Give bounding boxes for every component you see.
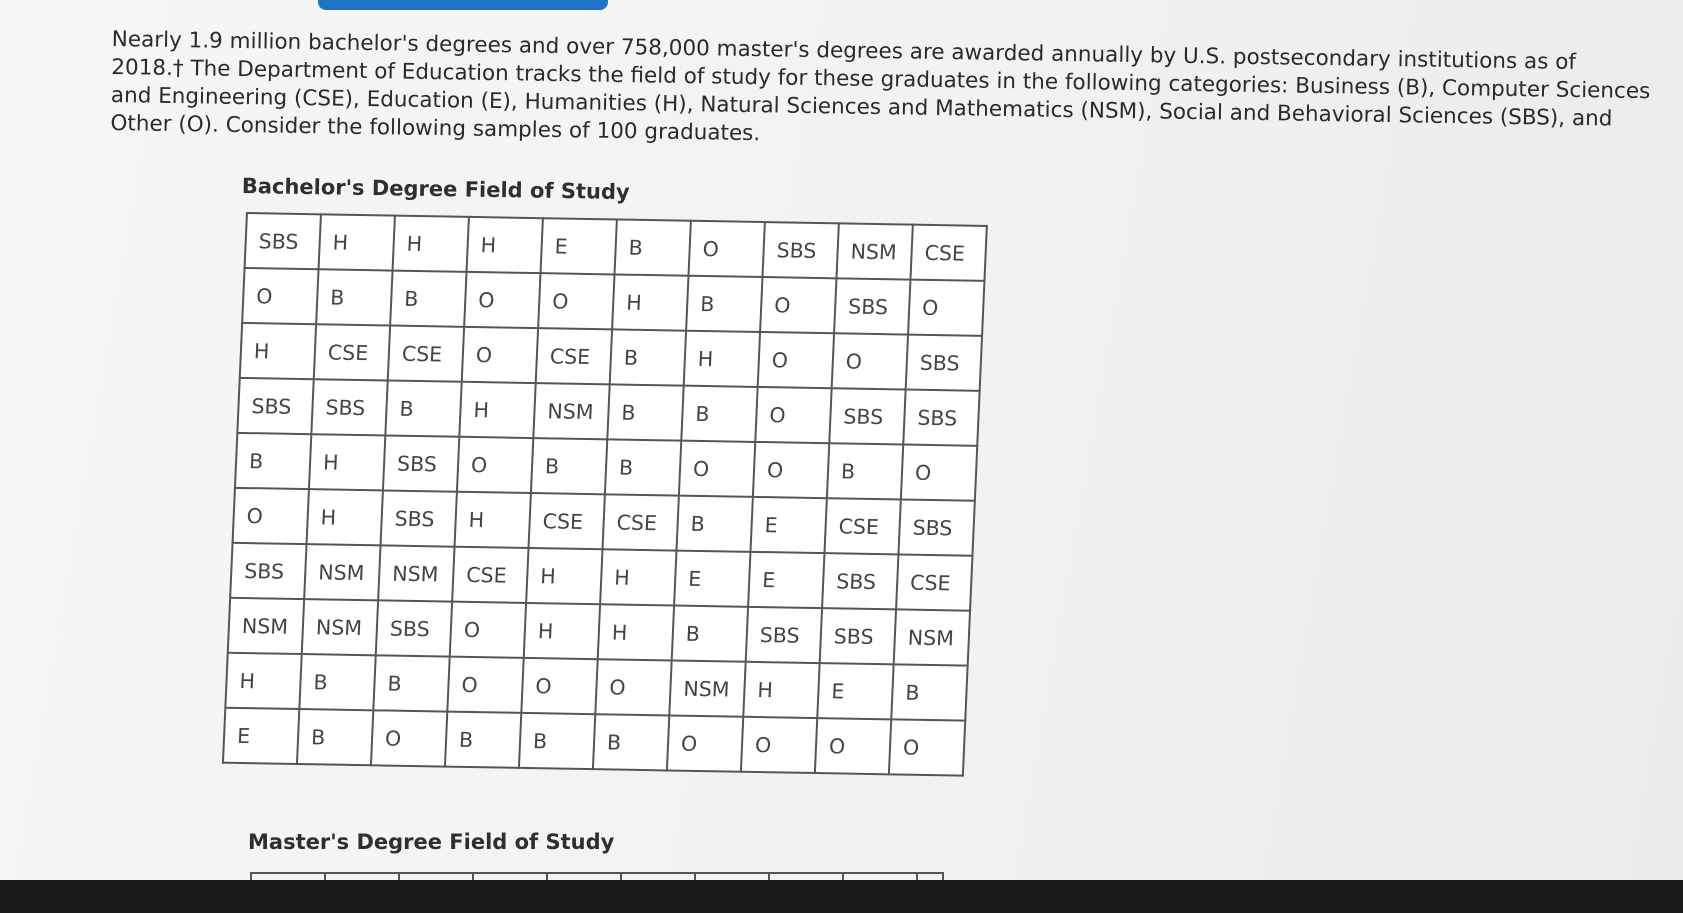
table-cell: O: [457, 437, 533, 493]
table-cell: O: [901, 445, 977, 501]
table-cell: O: [760, 277, 836, 333]
table-cell: O: [667, 715, 743, 771]
table-cell: B: [686, 276, 762, 332]
table-cell: H: [307, 489, 383, 545]
table-cell: SBS: [230, 543, 306, 599]
table-cell: H: [393, 216, 469, 272]
table-cell: B: [676, 496, 752, 552]
table-cell: O: [815, 718, 891, 774]
master-table-title: Master's Degree Field of Study: [248, 830, 615, 854]
table-cell: NSM: [302, 599, 378, 655]
table-cell: H: [309, 434, 385, 490]
bachelor-degree-table: [222, 212, 988, 777]
table-cell: SBS: [381, 490, 457, 546]
table-cell: CSE: [603, 494, 679, 550]
table-cell: B: [390, 271, 466, 327]
table-cell: H: [240, 323, 316, 379]
table-cell: B: [615, 219, 691, 275]
table-cell: SBS: [829, 388, 905, 444]
table-cell: B: [827, 443, 903, 499]
table-cell: H: [467, 217, 543, 273]
table-cell: H: [684, 331, 760, 387]
table-cell: O: [688, 221, 764, 277]
table-cell: E: [817, 663, 893, 719]
table-cell: H: [600, 549, 676, 605]
table-cell: O: [242, 268, 318, 324]
table-cell: CSE: [824, 498, 900, 554]
table-cell: H: [459, 382, 535, 438]
table-cell: SBS: [906, 335, 982, 391]
bachelor-table-wrapper: [222, 212, 988, 777]
table-cell: E: [750, 497, 826, 553]
table-cell: B: [299, 654, 375, 710]
table-cell: B: [373, 655, 449, 711]
table-cell: SBS: [245, 213, 321, 269]
table-cell: CSE: [529, 493, 605, 549]
table-cell: B: [385, 380, 461, 436]
table-cell: O: [538, 273, 614, 329]
table-cell: SBS: [834, 278, 910, 334]
table-cell: H: [455, 492, 531, 548]
table-cell: O: [464, 272, 540, 328]
table-cell: SBS: [903, 390, 979, 446]
table-cell: CSE: [896, 554, 972, 610]
table-cell: B: [445, 712, 521, 768]
table-cell: SBS: [820, 608, 896, 664]
table-cell: H: [225, 653, 301, 709]
table-cell: B: [605, 439, 681, 495]
table-cell: B: [316, 269, 392, 325]
table-cell: O: [889, 719, 965, 775]
table-cell: O: [753, 442, 829, 498]
table-cell: NSM: [836, 223, 912, 279]
table-cell: O: [755, 387, 831, 443]
table-cell: B: [235, 433, 311, 489]
browser-tab-strip[interactable]: [318, 0, 608, 10]
table-cell: CSE: [314, 324, 390, 380]
table-cell: O: [741, 717, 817, 773]
table-cell: E: [541, 218, 617, 274]
table-cell: B: [607, 384, 683, 440]
table-cell: SBS: [898, 499, 974, 555]
table-cell: B: [610, 329, 686, 385]
table-cell: NSM: [894, 609, 970, 665]
table-cell: O: [595, 659, 671, 715]
table-cell: H: [524, 603, 600, 659]
table-cell: CSE: [388, 326, 464, 382]
table-cell: CSE: [910, 225, 986, 281]
table-cell: O: [447, 657, 523, 713]
table-cell: E: [748, 552, 824, 608]
table-cell: O: [521, 658, 597, 714]
table-cell: H: [612, 274, 688, 330]
table-cell: E: [223, 708, 299, 764]
table-cell: O: [832, 333, 908, 389]
table-cell: O: [450, 602, 526, 658]
table-row: [223, 708, 965, 776]
table-cell: H: [743, 662, 819, 718]
table-cell: B: [891, 664, 967, 720]
table-cell: H: [598, 604, 674, 660]
table-cell: SBS: [237, 378, 313, 434]
table-cell: CSE: [536, 328, 612, 384]
table-cell: B: [593, 714, 669, 770]
table-cell: SBS: [746, 607, 822, 663]
table-cell: NSM: [304, 544, 380, 600]
bachelor-table-title: Bachelor's Degree Field of Study: [241, 174, 630, 205]
table-cell: SBS: [311, 379, 387, 435]
table-cell: H: [319, 214, 395, 270]
table-cell: NSM: [669, 660, 745, 716]
table-cell: CSE: [452, 547, 528, 603]
table-cell: O: [233, 488, 309, 544]
table-cell: NSM: [228, 598, 304, 654]
problem-intro-text: Nearly 1.9 million bachelor's degrees and over 758,000 master's degrees are awarded annually by U.S. postsecondary institutions as of 2018.† The Department of Education tracks the field of study for these graduates in the following categories: Business (B), Computer Sciences and Engineering (CSE), Education (E), Humanities (H), Natural Sciences and Mathematics (NSM), Social and Behavioral Sciences (SBS), and Other (O). Consider the following samples of 100 graduates.: [110, 26, 1651, 147]
table-cell: O: [462, 327, 538, 383]
table-cell: NSM: [378, 545, 454, 601]
table-cell: B: [531, 438, 607, 494]
table-cell: SBS: [376, 600, 452, 656]
table-cell: SBS: [822, 553, 898, 609]
table-cell: SBS: [383, 435, 459, 491]
table-cell: B: [672, 606, 748, 662]
table-cell: B: [519, 713, 595, 769]
table-cell: H: [526, 548, 602, 604]
table-cell: B: [297, 709, 373, 765]
table-cell: O: [758, 332, 834, 388]
table-cell: O: [371, 710, 447, 766]
screen-bezel: [0, 880, 1683, 913]
table-cell: E: [674, 551, 750, 607]
table-cell: B: [681, 386, 757, 442]
table-cell: O: [679, 441, 755, 497]
table-cell: SBS: [762, 222, 838, 278]
table-cell: NSM: [533, 383, 609, 439]
table-cell: O: [908, 280, 984, 336]
